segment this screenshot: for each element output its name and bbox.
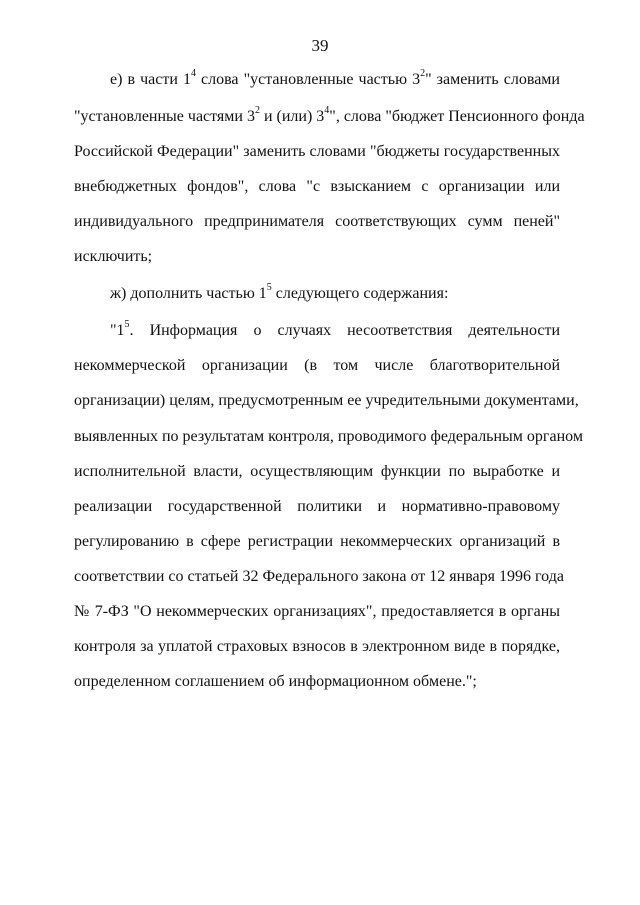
text-run: слова "установленные частью 3 bbox=[195, 71, 421, 88]
text-run: ж) дополнить частью 1 bbox=[110, 285, 267, 302]
page-number: 39 bbox=[311, 36, 329, 55]
text-run: ", слова "бюджет Пенсионного фонда bbox=[329, 108, 585, 125]
text-run: "установленные частями 3 bbox=[74, 108, 255, 125]
para-quote-line-6: реализации государственной политики и нормативно-правовому bbox=[74, 498, 560, 515]
para-zh-line-1 bbox=[110, 281, 560, 304]
superscript: 5 bbox=[266, 281, 272, 293]
para-quote-line-9: № 7-ФЗ "О некоммерческих организациях", предоставляется в органы bbox=[74, 603, 560, 620]
para-e-line-6: исключить; bbox=[74, 248, 153, 265]
para-quote-line-4: выявленных по результатам контроля, проводимого федеральным органом bbox=[74, 428, 583, 445]
para-quote-line-10: контроля за уплатой страховых взносов в электронном виде в порядке, bbox=[74, 638, 560, 655]
para-e-line-3: Российской Федерации" заменить словами "бюджеты государственных bbox=[74, 143, 560, 160]
para-e-line-4: внебюджетных фондов", слова "с взысканием с организации или bbox=[74, 178, 560, 195]
text-run: . Информация о случаях несоответствия деятельности bbox=[129, 322, 560, 339]
para-quote-line-8: соответствии со статьей 32 Федерального закона от 12 января 1996 года bbox=[74, 568, 564, 585]
para-quote-line-11: определенном соглашением об информационном обмене."; bbox=[74, 673, 477, 690]
superscript: 2 bbox=[420, 67, 426, 79]
superscript: 5 bbox=[124, 318, 130, 330]
para-quote-line-1 bbox=[110, 318, 560, 341]
para-quote-line-5: исполнительной власти, осуществляющим функции по выработке и bbox=[74, 463, 560, 480]
superscript: 4 bbox=[324, 104, 330, 116]
superscript: 4 bbox=[190, 67, 196, 79]
para-e-line-2 bbox=[74, 104, 585, 127]
para-e-line-5: индивидуального предпринимателя соответствующих сумм пеней" bbox=[74, 213, 560, 230]
text-run: " заменить словами bbox=[425, 71, 560, 88]
para-e-line-1 bbox=[110, 67, 560, 90]
text-run: "1 bbox=[110, 322, 125, 339]
para-quote-line-2: некоммерческой организации (в том числе благотворительной bbox=[74, 357, 560, 374]
text-run: и (или) 3 bbox=[259, 108, 325, 125]
text-run: е) в части 1 bbox=[110, 71, 191, 88]
para-quote-line-3: организации) целям, предусмотренным ее учредительными документами, bbox=[74, 392, 579, 409]
para-quote-line-7: регулированию в сфере регистрации некоммерческих организаций в bbox=[74, 533, 560, 550]
superscript: 2 bbox=[254, 104, 260, 116]
text-run: следующего содержания: bbox=[271, 285, 449, 302]
